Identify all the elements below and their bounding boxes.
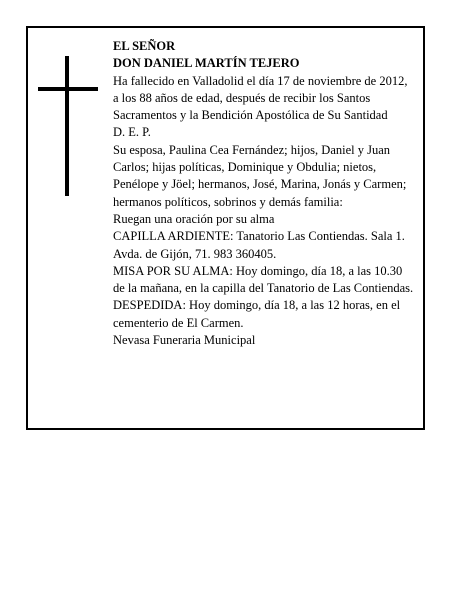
death-announcement: Ha fallecido en Valladolid el día 17 de noviembre de 2012, a los 88 años de edad, después de recibir los Santos Sacramentos y la Bendición Apostólica de Su Santidad bbox=[113, 73, 408, 123]
chapel-info: CAPILLA ARDIENTE: Tanatorio Las Contiendas. Sala 1. Avda. de Gijón, 71. 983 360405. bbox=[113, 229, 405, 261]
prayer-request: Ruegan una oración por su alma bbox=[113, 211, 275, 226]
funeral-home: Nevasa Funeraria Municipal bbox=[113, 333, 256, 348]
latin-cross-icon bbox=[38, 56, 98, 196]
deceased-title: EL SEÑOR bbox=[113, 39, 176, 53]
family-list: Su esposa, Paulina Cea Fernández; hijos, Daniel y Juan Carlos; hijas políticas, Dominique y Obdulia; nietos, Penélope y Jöel; hermanos, José, Marina, Jonás y Carmen; hermanos políticos, sobrinos y demás familia: bbox=[113, 142, 407, 209]
deceased-name: DON DANIEL MARTÍN TEJERO bbox=[113, 56, 300, 71]
farewell-info: DESPEDIDA: Hoy domingo, día 18, a las 12 horas, en el cementerio de El Carmen. bbox=[113, 298, 401, 330]
mass-info: MISA POR SU ALMA: Hoy domingo, día 18, a las 10.30 de la mañana, en la capilla del Tanatorio de Las Contiendas. bbox=[113, 263, 414, 296]
cross-horizontal-bar bbox=[38, 87, 98, 91]
notice-text bbox=[113, 38, 415, 349]
rest-in-peace: D. E. P. bbox=[113, 125, 151, 140]
cross-vertical-bar bbox=[65, 56, 69, 196]
